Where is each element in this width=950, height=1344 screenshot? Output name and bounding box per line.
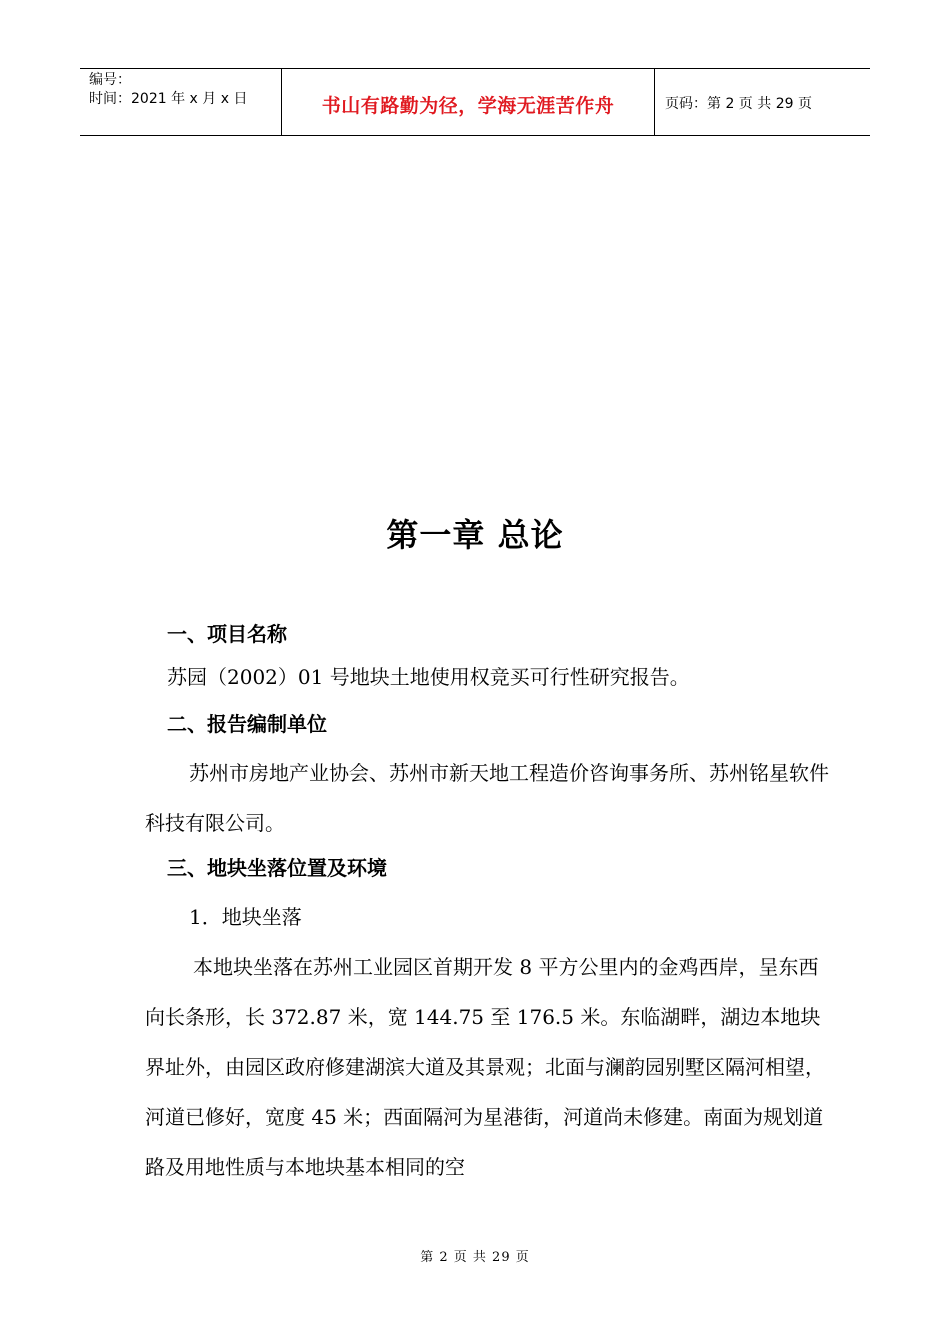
section-heading-location: 三、地块坐落位置及环境 [167, 856, 387, 880]
section-text-location: 本地块坐落在苏州工业园区首期开发 8 平方公里内的金鸡西岸，呈东西向长条形，长 372.87 米，宽 144.75 至 176.5 米。东临湖畔，湖边本地块界址外，由园区政府修建湖滨大道及其景观；北面与澜韵园别墅区隔河相望，河道已修好，宽度 45 米；西面隔河为星港街，河道尚未修建。南面为规划道路及用地性质与本地块基本相同的空 [145, 955, 825, 1179]
section-text-compiler: 苏州市房地产业协会、苏州市新天地工程造价咨询事务所、苏州铭星软件科技有限公司。 [145, 761, 829, 835]
section-heading-compiler: 二、报告编制单位 [167, 712, 327, 736]
header-page-cell [655, 69, 870, 135]
section-text-project-name: 苏园（2002）01 号地块土地使用权竞买可行性研究报告。 [167, 665, 690, 689]
document-body [145, 614, 835, 1192]
header-page-label: 页码：第 2 页 共 29 页 [665, 96, 812, 112]
page-header [80, 68, 870, 136]
header-meta-cell [80, 69, 282, 135]
section-subheading-location: 1．地块坐落 [189, 905, 302, 929]
header-motto: 书山有路勤为径，学海无涯苦作舟 [321, 94, 615, 117]
header-number-label: 编号： [89, 72, 131, 88]
page-footer: 第 2 页 共 29 页 [420, 1250, 530, 1265]
header-motto-cell [282, 69, 655, 135]
section-heading-project-name: 一、项目名称 [167, 622, 287, 646]
chapter-title: 第一章 总论 [386, 516, 564, 554]
header-time-label: 时间：2021 年 x 月 x 日 [89, 91, 248, 107]
